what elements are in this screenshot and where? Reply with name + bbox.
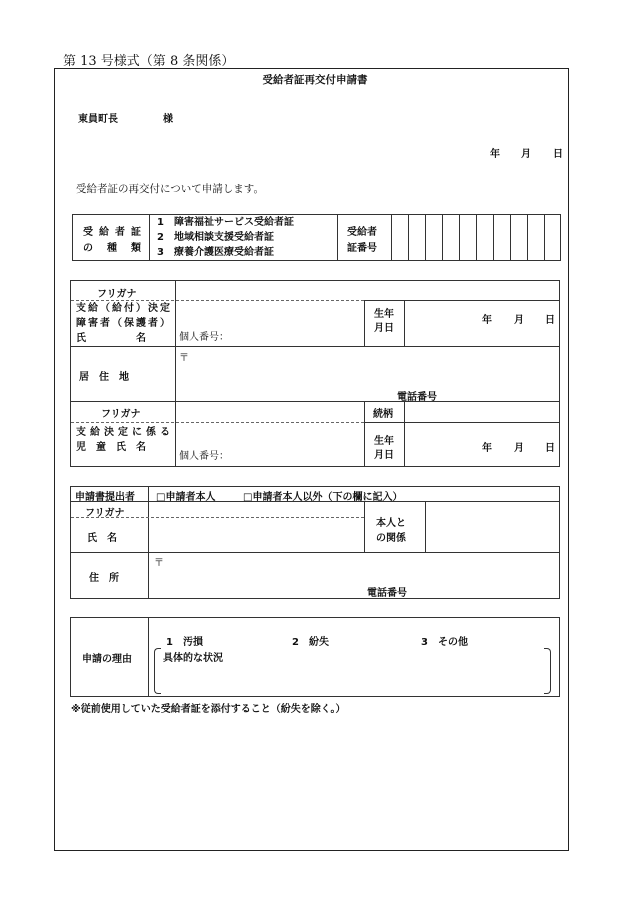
form-number: 第 13 号様式（第 8 条関係） (63, 54, 235, 69)
reason-option-lost[interactable]: 2 紛失 (292, 637, 329, 648)
submitter-option-other[interactable]: □申請者本人以外（下の欄に記入） (243, 492, 403, 503)
recipient-decision-label-1: 支給（給付）決定 (76, 303, 170, 314)
submitter-label: 申請書提出者 (75, 492, 135, 503)
certificate-type-label-2: の種類 (83, 243, 141, 254)
form-title: 受給者証再交付申請書 (262, 74, 368, 86)
recipient-birth-year[interactable]: 年 (482, 315, 492, 326)
reason-option-other[interactable]: 3 その他 (421, 637, 468, 648)
attachment-note: ※従前使用していた受給者証を添付すること（紛失を除く。） (71, 704, 346, 715)
certificate-option-3[interactable]: 3 療養介護医療受給者証 (157, 247, 274, 258)
addressee-name: 東員町長 (78, 114, 118, 125)
certificate-option-1[interactable]: 1 障害福祉サービス受給者証 (157, 217, 294, 228)
submitter-phone-label: 電話番号 (367, 588, 407, 599)
child-relation-field[interactable] (406, 403, 557, 421)
recipient-postal-mark: 〒 (179, 353, 189, 364)
date-year[interactable]: 年 (490, 149, 500, 160)
reason-option-soiled[interactable]: 1 汚損 (166, 637, 203, 648)
submitter-postal-mark: 〒 (154, 558, 164, 569)
recipient-birth-month[interactable]: 月 (514, 315, 524, 326)
recipient-name-field[interactable] (177, 302, 362, 344)
submitter-furigana-label: フリガナ (85, 508, 125, 519)
certificate-number-label-1: 受給者 (347, 227, 377, 238)
certificate-number-label-2: 証番号 (347, 243, 377, 254)
recipient-address-label: 居 住 地 (79, 372, 129, 383)
submitter-relation-label-2: の関係 (376, 533, 406, 544)
submitter-relation-label-1: 本人と (376, 518, 406, 529)
child-label-1: 支給決定に係る (76, 427, 170, 438)
submitter-furigana-field[interactable] (150, 503, 362, 516)
reason-label: 申請の理由 (82, 654, 132, 665)
submitter-address-field[interactable] (150, 554, 557, 582)
certificate-number-boxes[interactable] (391, 215, 560, 260)
recipient-mynumber-label: 個人番号： (179, 332, 229, 343)
request-text: 受給者証の再交付について申請します。 (76, 183, 264, 195)
reason-detail-field[interactable] (162, 663, 542, 691)
recipient-birth-label-1: 生年 (374, 309, 394, 320)
detail-bracket-right (544, 648, 551, 694)
certificate-type-label-1: 受給者証 (83, 227, 141, 238)
submitter-option-self[interactable]: □申請者本人 (156, 492, 216, 503)
certificate-option-2[interactable]: 2 地域相談支援受給者証 (157, 232, 274, 243)
child-birth-label-1: 生年 (374, 436, 394, 447)
submitter-name-label: 氏 名 (87, 533, 117, 544)
reason-detail-label: 具体的な状況 (163, 653, 223, 664)
child-furigana-label: フリガナ (101, 409, 141, 420)
child-name-field[interactable] (177, 424, 362, 464)
recipient-furigana-field[interactable] (177, 283, 557, 299)
recipient-decision-label-3: 氏 名 (76, 333, 146, 344)
submitter-name-field[interactable] (150, 519, 362, 550)
child-relation-label: 続柄 (373, 409, 393, 420)
recipient-birth-label-2: 月日 (374, 323, 394, 334)
recipient-decision-label-2: 障害者（保護者） (76, 318, 170, 329)
recipient-phone-label: 電話番号 (397, 392, 437, 403)
submitter-table (70, 486, 560, 599)
child-birth-label-2: 月日 (374, 450, 394, 461)
date-day[interactable]: 日 (553, 149, 563, 160)
submitter-address-label: 住 所 (89, 573, 119, 584)
addressee-honorific: 様 (163, 114, 173, 125)
certificate-type-table (72, 214, 561, 261)
recipient-address-field[interactable] (177, 348, 557, 388)
date-month[interactable]: 月 (521, 149, 531, 160)
child-birth-month[interactable]: 月 (514, 443, 524, 454)
child-birth-day[interactable]: 日 (545, 443, 555, 454)
child-birth-year[interactable]: 年 (482, 443, 492, 454)
recipient-birth-day[interactable]: 日 (545, 315, 555, 326)
child-furigana-field[interactable] (177, 403, 362, 421)
recipient-furigana-label: フリガナ (97, 289, 137, 300)
child-label-2: 児 童 氏 名 (76, 442, 146, 453)
child-mynumber-label: 個人番号： (179, 451, 229, 462)
detail-bracket-left (154, 648, 161, 694)
recipient-table (70, 280, 560, 467)
submitter-relation-field[interactable] (427, 503, 557, 550)
